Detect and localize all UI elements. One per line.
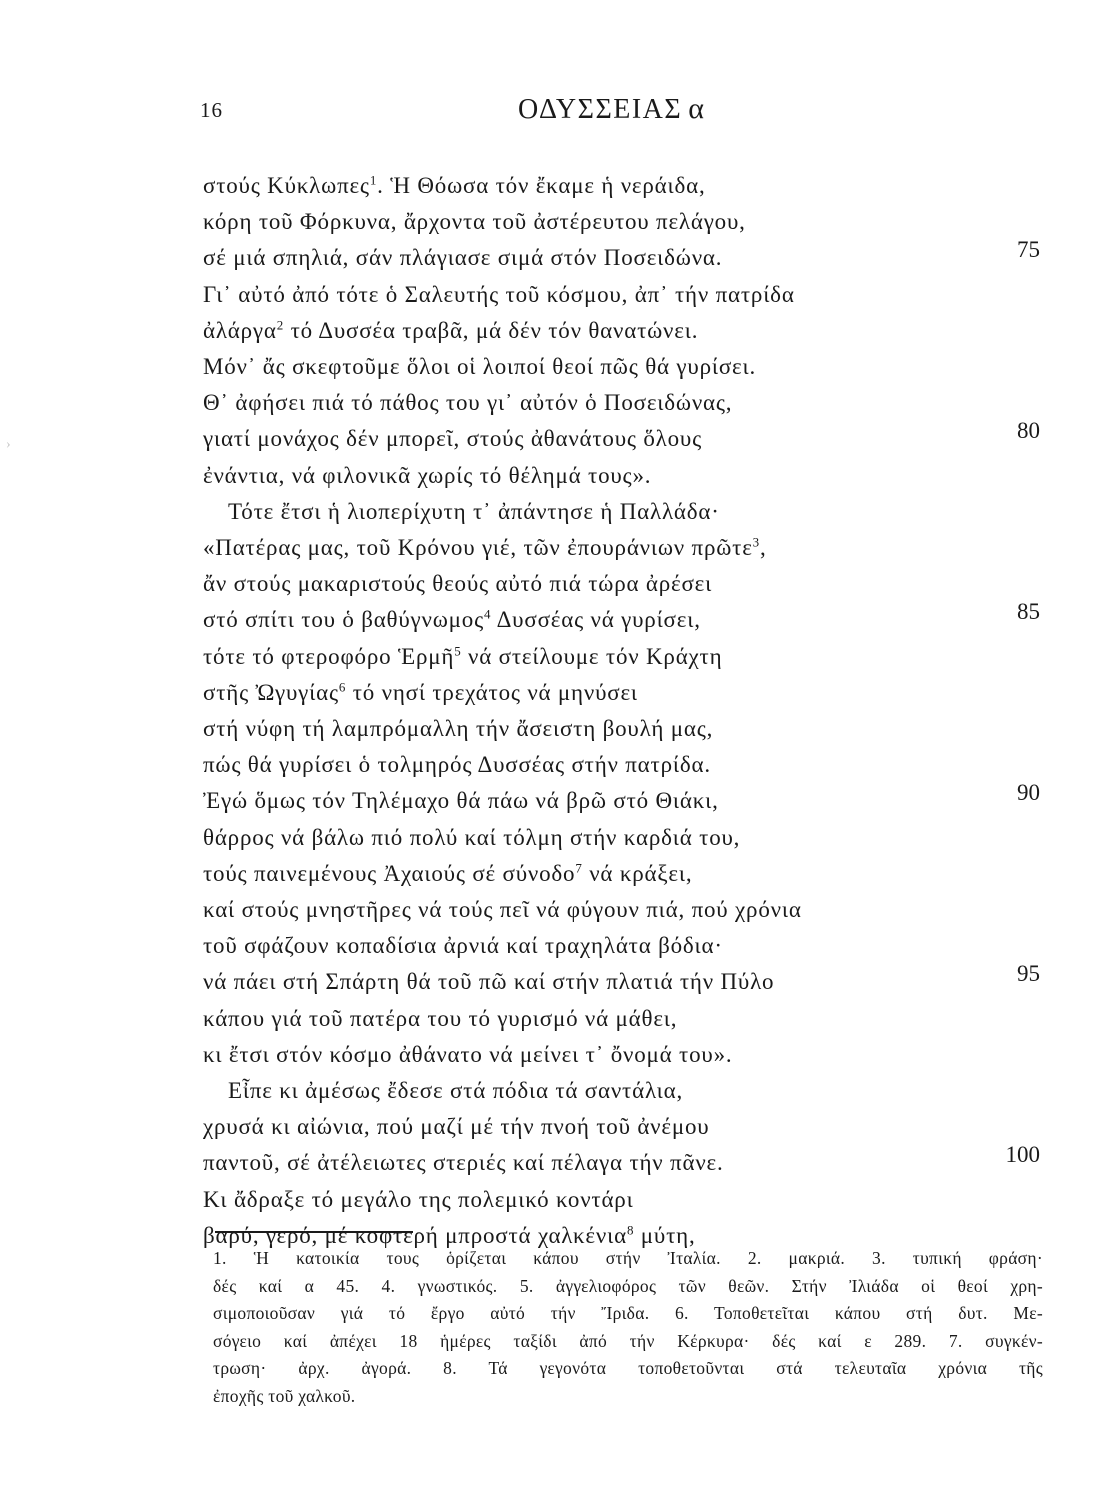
verse-text: τούς παινεμένους Ἀχαιούς σέ σύνοδο [203,860,576,886]
verse-text: χρυσά κι αἰώνια, πού μαζί μέ τήν πνοή τοῦ ἀνέμου [203,1114,710,1140]
verse-text: στή νύφη τή λαμπρόμαλλη τήν ἄσειστη βουλή μας, [203,716,714,741]
footnote-marker: 1 [369,172,378,188]
verse-text: Κι ἄδραξε τό μεγάλο της πολεμικό κοντάρι [203,1186,634,1212]
verse-text: καί στούς μνηστῆρες νά τούς πεῖ νά φύγουν πιά, πού χρόνια [203,897,802,922]
verse-text: στῆς Ὠγυγίας [203,679,339,705]
footnote-marker: 8 [626,1222,635,1238]
verse-line [203,750,711,780]
verse-line [203,967,774,997]
verse-line [203,1185,634,1215]
verse-text: γιατί μονάχος δέν μπορεῖ, στούς ἀθανάτους ὅλους [203,426,703,452]
verse-line [203,243,722,273]
footnote-marker: 2 [276,317,285,333]
verse-line [203,533,767,563]
verse-line [203,280,795,310]
line-number: 90 [1017,780,1040,806]
line-number: 100 [1005,1142,1040,1168]
running-head-book-letter: α [688,92,706,125]
verse-text: βαρύ, γερό, μέ κοφτερή μπροστά χαλκένια [203,1222,627,1248]
footnote-line: 1. Ἡ κατοικία τους ὁρίζεται κάπου στήν Ἰταλία. 2. μακριά. 3. τυπική φράση· [213,1248,1043,1268]
verse-line [203,461,651,491]
verse-line [203,316,698,346]
verse-line [203,1112,709,1142]
verse-text: κι ἔτσι στόν κόσμο ἀθάνατο νά μείνει τ᾽ ὄνομά του». [203,1041,733,1067]
verse-text: Θ᾽ ἀφήσει πιά τό πάθος του γι᾽ αὐτόν ὁ Ποσειδώνας, [203,390,733,416]
verse-text: ἀλάργα [203,317,277,343]
line-number: 95 [1017,961,1040,987]
verse-text: κάπου γιά τοῦ πατέρα του τό γυρισμό νά μάθει, [203,1005,678,1031]
verse-line [228,1076,683,1106]
verse-line [203,352,756,382]
verse-line [228,497,720,527]
verse-line [203,931,723,961]
verse-text-continued: . Ἡ Θόωσα τόν ἔκαμε ἡ νεράιδα, [377,173,706,198]
line-number: 80 [1017,418,1040,444]
footnote-rule [215,1231,413,1233]
footnote-line: σόγειο καί ἀπέχει 18 ἡμέρες ταξίδι ἀπό τήν Κέρκυρα· δές καί ε 289. 7. συγκέν- [213,1330,1043,1351]
verse-text-continued: τό νησί τρεχάτος νά μηνύσει [346,679,638,705]
verse-text-continued: νά κράξει, [582,860,693,886]
verse-text-continued: Δυσσέας νά γυρίσει, [491,607,701,633]
verse-line [203,714,713,744]
verse-line [203,1040,732,1070]
verse-text: Τότε ἔτσι ἡ λιοπερίχυτη τ᾽ ἀπάντησε ἡ Παλλάδα· [228,498,720,524]
verse-text: «Πατέρας μας, τοῦ Κρόνου γιέ, τῶν ἐπουράνιων πρῶτε [203,535,753,560]
verse-line [203,1148,724,1178]
footnote-line: σιμοποιοῦσαν γιά τό ἔργο αὐτό τήν Ἴριδα. 6. Τοποθετεῖται κάπου στή δυτ. Με- [213,1303,1043,1323]
verse-line [203,171,706,201]
footnote-line: τρωση· ἀρχ. ἀγορά. 8. Τά γεγονότα τοποθετοῦνται στά τελευταῖα χρόνια τῆς [213,1358,1043,1378]
verse-line [203,678,638,708]
verse-text: ἐνάντια, νά φιλονικᾶ χωρίς τό θέλημά τους». [203,462,652,488]
footnote-marker: 5 [454,642,462,658]
verse-text: σέ μιά σπηλιά, σάν πλάγιασε σιμά στόν Ποσειδώνα. [203,245,723,271]
verse-text-continued: μύτη, [634,1222,696,1248]
footnote-line: δές καί α 45. 4. γνωστικός. 5. ἀγγελιοφόρος τῶν θεῶν. Στήν Ἰλιάδα οἱ θεοί χρη- [213,1275,1043,1296]
verse-text: τότε τό φτεροφόρο Ἑρμῆ [203,643,455,669]
footnote-marker: 4 [484,606,492,622]
verse-text: Ἐγώ ὅμως τόν Τηλέμαχο θά πάω νά βρῶ στό Θιάκι, [203,788,719,814]
verse-line [203,424,702,454]
running-head-title: ΟΔΥΣΣΕΙΑΣ [518,94,683,125]
verse-line [203,895,802,925]
verse-text: στούς Κύκλωπες [203,173,370,198]
line-number: 75 [1017,237,1040,263]
verse-line [203,207,746,237]
verse-text: στό σπίτι του ὁ βαθύγνωμος [203,607,484,633]
page-number: 16 [200,98,223,122]
verse-text: νά πάει στή Σπάρτη θά τοῦ πῶ καί στήν πλατιά τήν Πύλο [203,969,775,995]
verse-text-continued: τό Δυσσέα τραβᾶ, μά δέν τόν θανατώνει. [284,317,699,343]
verse-text: Εἶπε κι ἀμέσως ἔδεσε στά πόδια τά σαντάλια, [228,1078,684,1103]
verse-text-continued: , [759,535,767,560]
verse-text: πώς θά γυρίσει ὁ τολμηρός Δυσσέας στήν πατρίδα. [203,752,711,778]
footnote-marker: 7 [575,860,583,876]
verse-text: Γι᾽ αὐτό ἀπό τότε ὁ Σαλευτής τοῦ κόσμου, ἀπ᾽ τήν πατρίδα [203,281,795,307]
verse-line [203,388,732,418]
verse-line [203,642,722,672]
verse-text: θάρρος νά βάλω πιό πολύ καί τόλμη στήν καρδιά του, [203,824,741,850]
verse-line [203,569,712,599]
verse-line [203,786,719,816]
verse-text: τοῦ σφάζουν κοπαδίσια ἀρνιά καί τραχηλάτα βόδια· [203,933,723,959]
verse-text: κόρη τοῦ Φόρκυνα, ἄρχοντα τοῦ ἀστέρευτου πελάγου, [203,209,746,235]
footnotes [213,1245,1043,1410]
verse-text: παντοῦ, σέ ἀτέλειωτες στεριές καί πέλαγα τήν πᾶνε. [203,1150,724,1176]
verse-line [203,1004,677,1034]
footnote-marker: 3 [752,534,760,550]
line-number: 85 [1017,599,1040,625]
verse-text: Μόν᾽ ἄς σκεφτοῦμε ὅλοι οἱ λοιποί θεοί πῶς θά γυρίσει. [203,354,757,379]
footnote-marker: 6 [338,679,347,695]
verse-line [203,605,701,635]
footnote-line: ἐποχῆς τοῦ χαλκοῦ. [213,1385,356,1406]
verse-text: ἄν στούς μακαριστούς θεούς αὐτό πιά τώρα ἀρέσει [203,571,713,597]
margin-mark: › [6,437,11,452]
verse-text-continued: νά στείλουμε τόν Κράχτη [461,643,723,669]
verse-line [203,823,740,853]
verse-line [203,859,692,889]
